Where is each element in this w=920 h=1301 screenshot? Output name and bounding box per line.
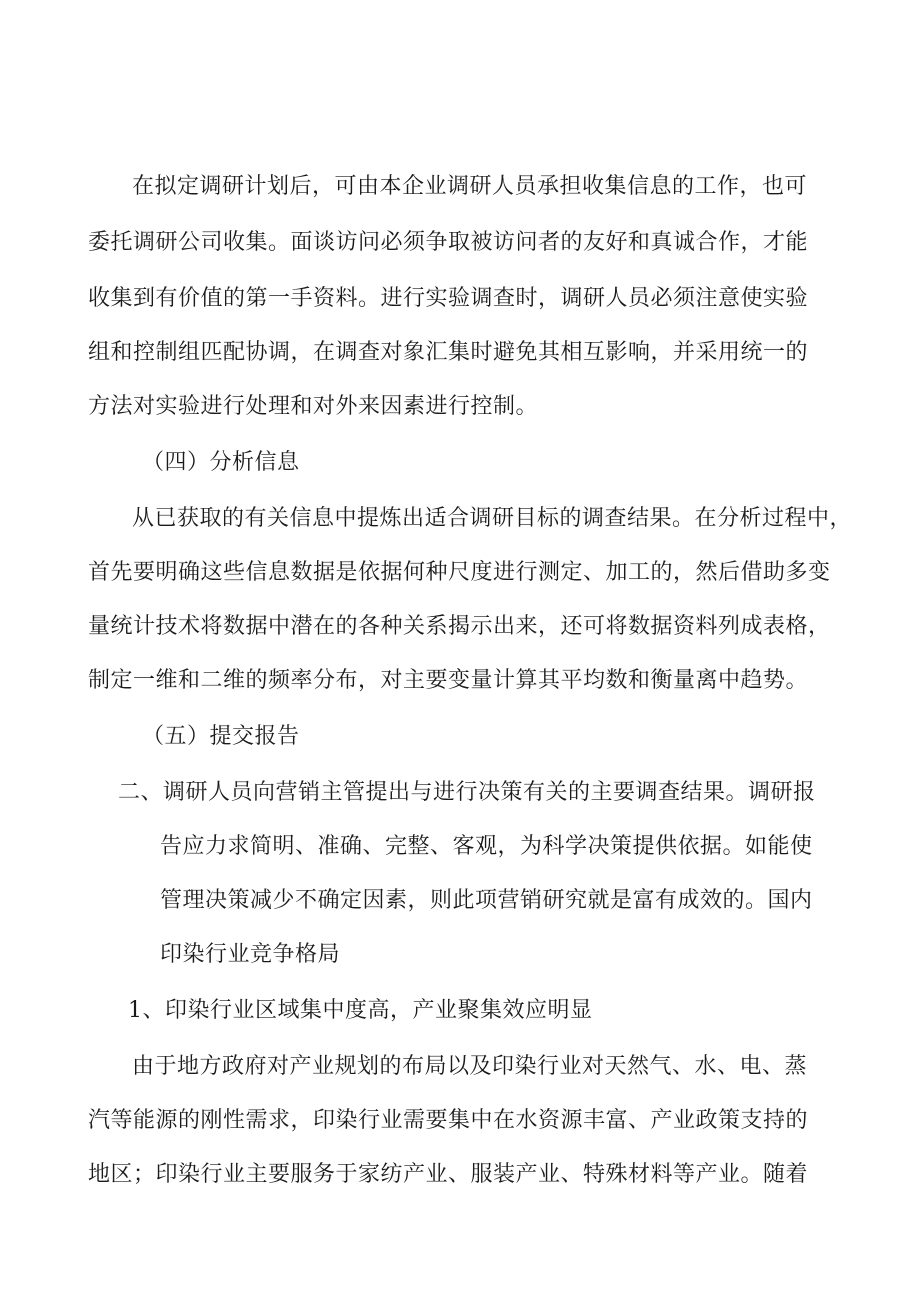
paragraph-2-line-3: 量统计技术将数据中潜在的各种关系揭示出来，还可将数据资料列成表格，: [88, 614, 831, 639]
paragraph-1-line-1: 在拟定调研计划后，可由本企业调研人员承担收集信息的工作，也可: [132, 174, 808, 199]
section-heading-report: （五）提交报告: [142, 724, 300, 749]
paragraph-1-line-4: 组和控制组匹配协调，在调查对象汇集时避免其相互影响，并采用统一的: [88, 340, 809, 365]
section-2-line-4: 印染行业竞争格局: [160, 942, 341, 967]
paragraph-1-line-3: 收集到有价值的第一手资料。进行实验调查时，调研人员必须注意使实验: [88, 286, 809, 311]
section-heading-analyze: （四）分析信息: [142, 450, 300, 475]
section-2-line-3: 管理决策减少不确定因素，则此项营销研究就是富有成效的。国内: [160, 888, 813, 913]
paragraph-3-line-2: 汽等能源的刚性需求，印染行业需要集中在水资源丰富、产业政策支持的: [88, 1108, 809, 1133]
subheading-regional-concentration: 1、印染行业区域集中度高，产业聚集效应明显: [128, 998, 593, 1023]
paragraph-1-line-2: 委托调研公司收集。面谈访问必须争取被访问者的友好和真诚合作，才能: [88, 230, 809, 255]
section-2-line-1: 二、调研人员向营销主管提出与进行决策有关的主要调查结果。调研报: [118, 780, 816, 805]
paragraph-1-line-5: 方法对实验进行处理和对外来因素进行控制。: [88, 394, 539, 419]
paragraph-2-line-1: 从已获取的有关信息中提炼出适合调研目标的调查结果。在分析过程中，: [132, 506, 853, 531]
section-2-line-2: 告应力求简明、准确、完整、客观，为科学决策提供依据。如能使: [160, 834, 813, 859]
paragraph-2-line-2: 首先要明确这些信息数据是依据何种尺度进行测定、加工的，然后借助多变: [88, 560, 831, 585]
paragraph-3-line-1: 由于地方政府对产业规划的布局以及印染行业对天然气、水、电、蒸: [132, 1054, 808, 1079]
paragraph-2-line-4: 制定一维和二维的频率分布，对主要变量计算其平均数和衡量离中趋势。: [88, 668, 809, 693]
paragraph-3-line-3: 地区；印染行业主要服务于家纺产业、服装产业、特殊材料等产业。随着: [88, 1162, 809, 1187]
